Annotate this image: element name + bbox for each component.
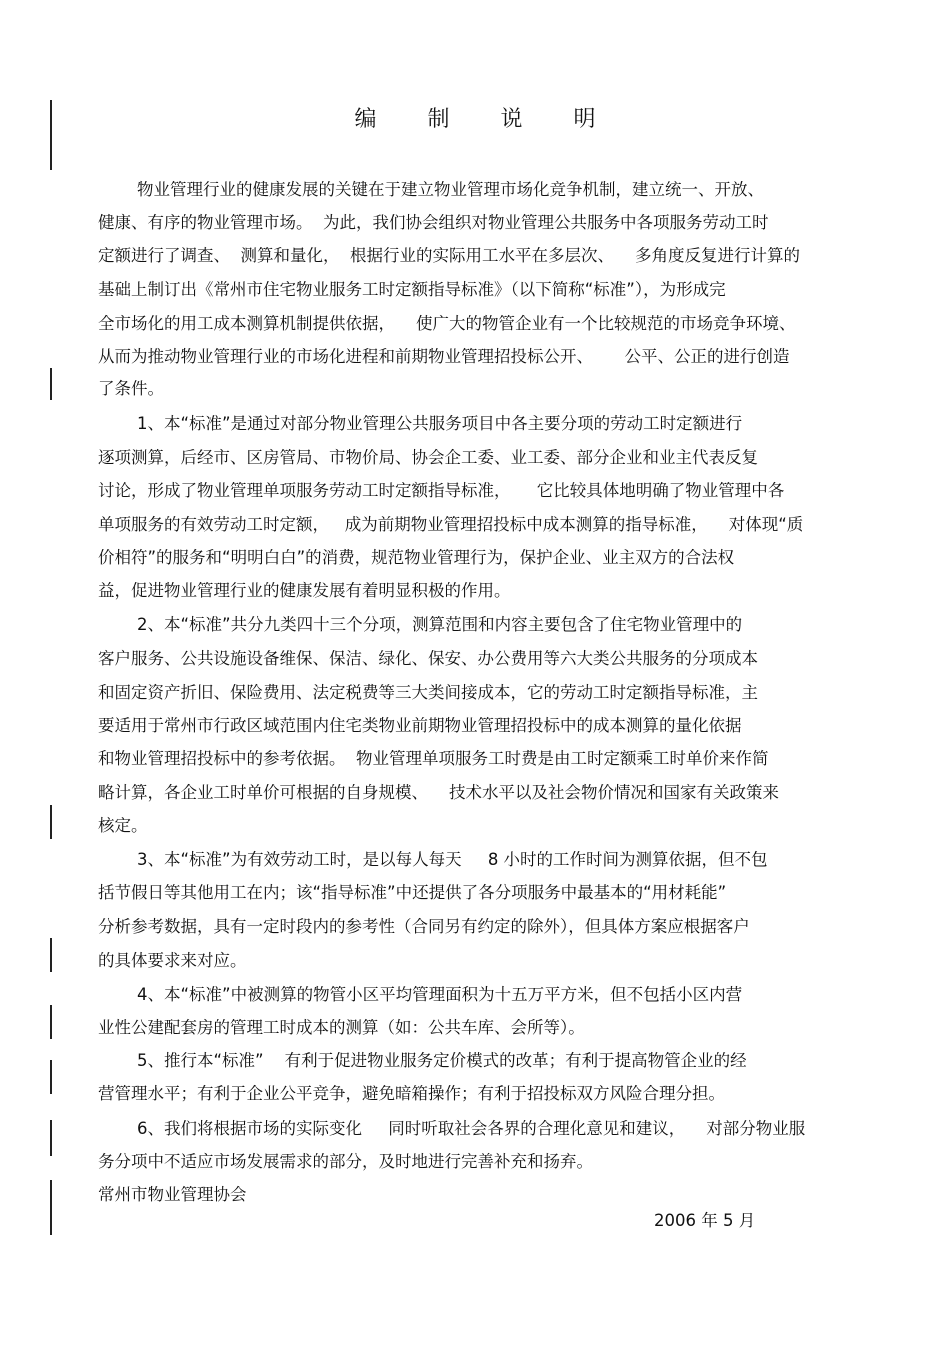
margin-bar [50,805,52,839]
body-line: 和固定资产折旧、保险费用、法定税费等三大类间接成本，它的劳动工时定额指导标准，主 [98,683,758,702]
margin-bar [50,1005,52,1039]
body-line: 全市场化的用工成本测算机制提供依据， 使广大的物管企业有一个比较规范的市场竞争环境、 [98,314,796,333]
margin-bar [50,938,52,972]
margin-bar [50,1120,52,1156]
body-line: 单项服务的有效劳动工时定额， 成为前期物业管理招投标中成本测算的指导标准， 对体现“质 [98,515,804,534]
body-line: 从而为推动物业管理行业的市场化进程和前期物业管理招投标公开、 公平、公正的进行创造 [98,347,790,366]
body-line: 业性公建配套房的管理工时成本的测算（如：公共车库、会所等）。 [98,1018,585,1037]
body-line: 务分项中不适应市场发展需求的部分，及时地进行完善补充和扬弃。 [98,1152,593,1171]
body-line: 客户服务、公共设施设备维保、保洁、绿化、保安、办公费用等六大类公共服务的分项成本 [98,649,758,668]
signature-organization: 常州市物业管理协会 [98,1185,247,1204]
body-line: 逐项测算，后经市、区房管局、市物价局、协会企工委、业工委、部分企业和业主代表反复 [98,448,758,467]
body-line: 2、本“标准”共分九类四十三个分项，测算范围和内容主要包含了住宅物业管理中的 [137,615,743,634]
page-title: 编 制 说 明 [354,107,618,132]
body-line: 6、我们将根据市场的实际变化 同时听取社会各界的合理化意见和建议， 对部分物业服 [137,1119,806,1138]
body-line: 略计算，各企业工时单价可根据的自身规模、 技术水平以及社会物价情况和国家有关政策来 [98,783,779,802]
body-line: 讨论，形成了物业管理单项服务劳动工时定额指导标准， 它比较具体地明确了物业管理中各 [98,481,785,500]
body-line: 5、推行本“标准” 有利于促进物业服务定价模式的改革；有利于提高物管企业的经 [137,1051,747,1070]
body-line: 营管理水平；有利于企业公平竞争，避免暗箱操作；有利于招投标双方风险合理分担。 [98,1084,725,1103]
body-line: 核定。 [98,816,148,835]
body-line: 括节假日等其他用工在内；该“指导标准”中还提供了各分项服务中最基本的“用材耗能” [98,883,727,902]
body-line: 分析参考数据，具有一定时段内的参考性（合同另有约定的除外），但具体方案应根据客户 [98,917,750,936]
body-line: 定额进行了调查、 测算和量化， 根据行业的实际用工水平在多层次、 多角度反复进行计算的 [98,246,800,265]
body-line: 要适用于常州市行政区域范围内住宅类物业前期物业管理招投标中的成本测算的量化依据 [98,716,742,735]
body-line: 的具体要求来对应。 [98,951,247,970]
body-line: 1、本“标准”是通过对部分物业管理公共服务项目中各主要分项的劳动工时定额进行 [137,414,743,433]
body-line: 了条件。 [98,379,164,398]
margin-bar [50,1180,52,1235]
body-line: 价相符”的服务和“明明白白”的消费，规范物业管理行为，保护企业、业主双方的合法权 [98,548,735,567]
margin-bar [50,1060,52,1094]
body-line: 4、本“标准”中被测算的物管小区平均管理面积为十五万平方米，但不包括小区内营 [137,985,743,1004]
body-line: 和物业管理招投标中的参考依据。 物业管理单项服务工时费是由工时定额乘工时单价来作简 [98,749,769,768]
body-line: 基础上制订出《常州市住宅物业服务工时定额指导标准》（以下简称“标准”），为形成完 [98,280,726,299]
margin-bar [50,368,52,400]
body-line: 3、本“标准”为有效劳动工时，是以每人每天 8 小时的工作时间为测算依据，但不包 [137,850,768,869]
body-line: 物业管理行业的健康发展的关键在于建立物业管理市场化竞争机制，建立统一、开放、 [137,180,764,199]
signature-date: 2006 年 5 月 [654,1211,756,1230]
body-line: 健康、有序的物业管理市场。 为此，我们协会组织对物业管理公共服务中各项服务劳动工时 [98,213,769,232]
body-line: 益，促进物业管理行业的健康发展有着明显积极的作用。 [98,581,511,600]
